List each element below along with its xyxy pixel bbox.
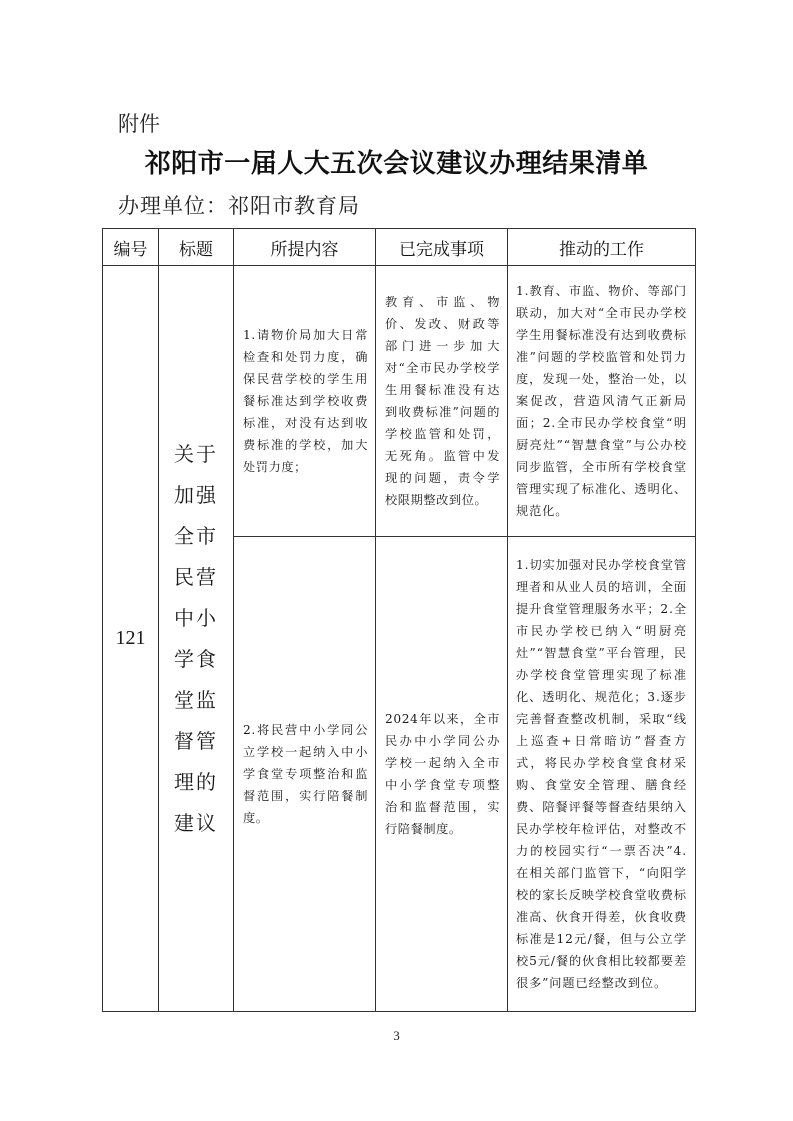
results-table (102, 228, 696, 1012)
completed-text: 教育、市监、物价、发改、财政等部门进一步加大对“全市民办学校学生用餐标准没有达到收费标准”问题的学校监管和处罚，无死角。监管中发现的问题，责令学校限期整改到位。 (385, 295, 500, 507)
column-header-completed: 已完成事项 (376, 229, 508, 266)
work-cell (508, 266, 696, 537)
content-cell (234, 266, 376, 537)
attachment-label: 附件 (118, 112, 160, 136)
column-header-content: 所提内容 (234, 229, 376, 266)
column-header-number: 编号 (103, 229, 159, 266)
content-text: 1.请物价局加大日常检查和处罚力度，确保民营学校的学生用餐标准达到学校收费标准，对没有达到收费标准的学校，加大处罚力度； (243, 328, 368, 474)
work-cell (508, 537, 696, 1012)
document-title: 祁阳市一届人大五次会议建议办理结果清单 (144, 149, 649, 179)
completed-cell (376, 537, 508, 1012)
column-header-work: 推动的工作 (508, 229, 696, 266)
content-text: 2.将民营中小学同公立学校一起纳入中小学食堂专项整治和监督范围，实行陪餐制度。 (243, 723, 368, 825)
page-number: 3 (393, 1028, 400, 1043)
record-title-cell (159, 266, 234, 1012)
record-number: 121 (103, 266, 159, 1012)
table-header-row (103, 229, 696, 266)
content-cell (234, 537, 376, 1012)
completed-cell (376, 266, 508, 537)
handling-unit: 办理单位：祁阳市教育局 (118, 194, 360, 218)
work-text: 1.切实加强对民办学校食堂管理者和从业人员的培训，全面提升食堂管理服务水平；2.全市民办学校已纳入“明厨亮灶”“智慧食堂”平台管理，民办学校食堂管理实现了标准化、透明化、规范化；3.逐步完善督查整改机制，采取“线上巡查+日常暗访”督查方式，将民办学校食堂食材采购、食堂安全管理、膳食经费、陪餐评餐等督查结果纳入民办学校年检评估，对整改不力的校园实行“一票否决”4.在相关部门监管下，“向阳学校的家长反映学校食堂收费标准高、伙食开得差，伙食收费标准是12元/餐，但与公立学校5元/餐的伙食相比较都要差很多”问题已经整改到位。 (516, 558, 687, 990)
column-header-title: 标题 (159, 229, 234, 266)
work-text: 1.教育、市监、物价、等部门联动，加大对“全市民办学校学生用餐标准没有达到收费标准”问题的学校监管和处罚力度，发现一处，整治一处，以案促改，营造风清气正新局面；2.全市民办学校食堂“明厨亮灶”“智慧食堂”与公办校同步监管，全市所有学校食堂管理实现了标准化、透明化、规范化。 (516, 284, 687, 518)
record-title: 关于加强全市民营中小学食堂监督管理的建议 (174, 441, 218, 835)
completed-text: 2024年以来，全市民办中小学同公办学校一起纳入全市中小学食堂专项整治和监督范围，实行陪餐制度。 (385, 712, 500, 836)
table-row (103, 266, 696, 537)
